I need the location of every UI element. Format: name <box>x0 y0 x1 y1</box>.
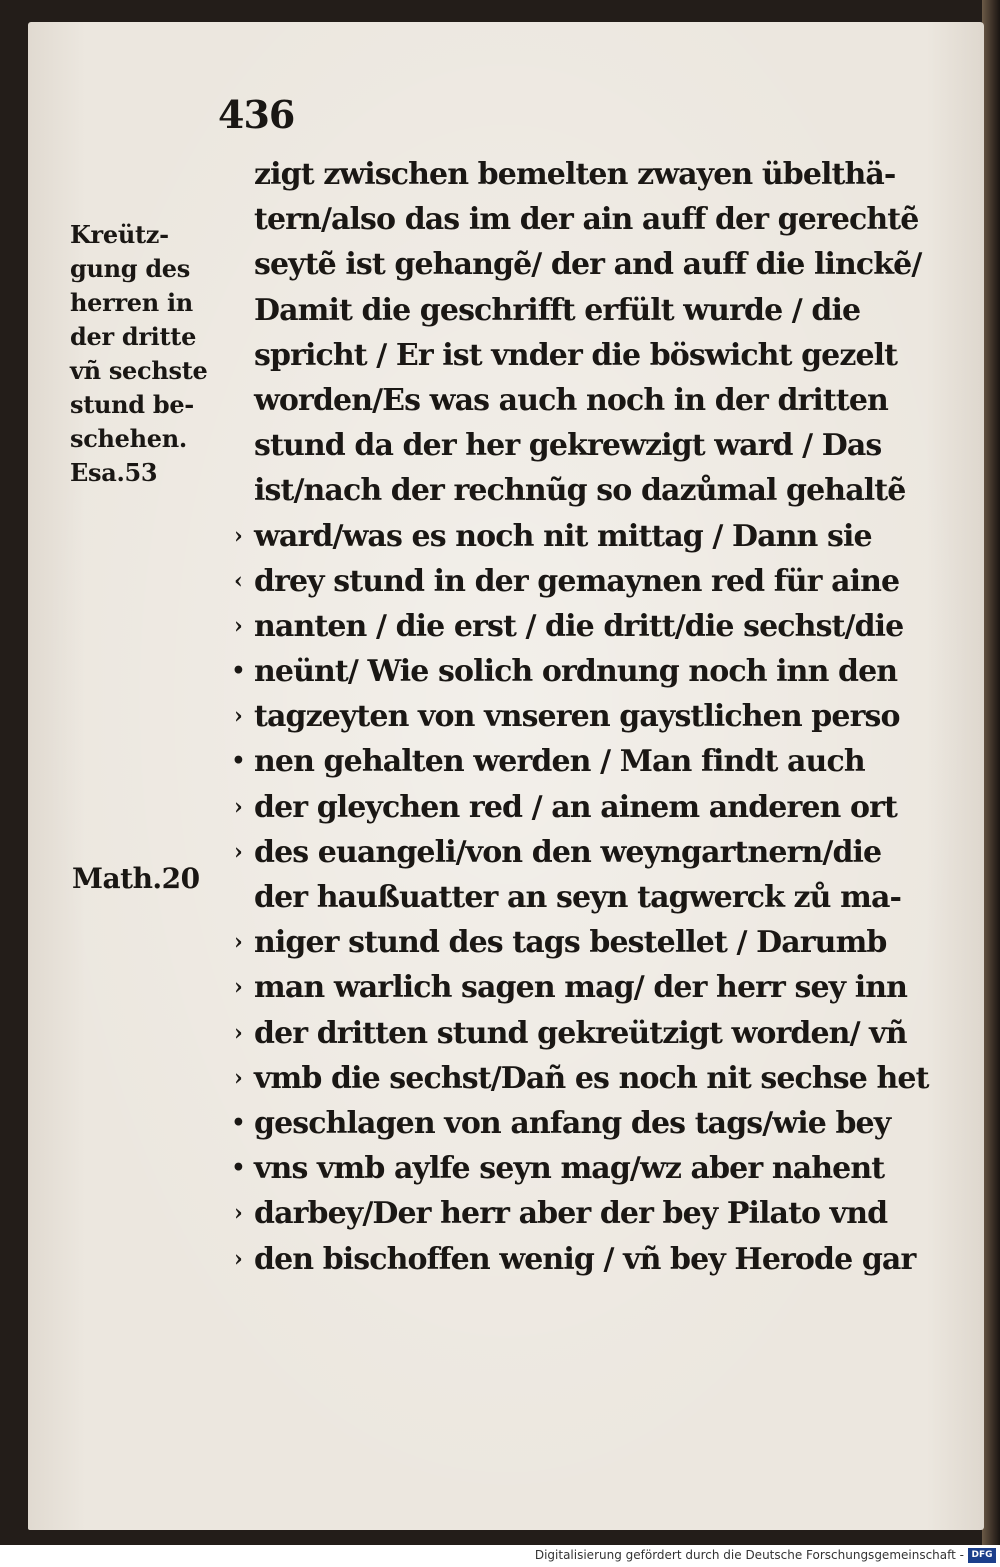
line-text: niger stund des tags bestellet / Darumb <box>254 925 887 961</box>
text-line <box>226 920 956 965</box>
text-line <box>226 333 956 378</box>
text-line <box>226 423 956 468</box>
line-text: man warlich sagen mag/ der herr sey inn <box>254 970 908 1006</box>
quotation-mark: • <box>231 1109 245 1136</box>
margin-line: gung des <box>70 254 190 283</box>
text-line <box>226 514 956 559</box>
text-line <box>226 242 956 287</box>
quotation-mark: › <box>234 1019 242 1046</box>
text-line <box>226 604 956 649</box>
line-text: seytẽ ist gehangẽ/ der and auff die linckẽ/ <box>254 247 922 283</box>
quotation-mark: › <box>234 793 242 820</box>
line-text: worden/Es was auch noch in der dritten <box>254 382 888 418</box>
text-line <box>226 468 956 513</box>
line-text: zigt zwischen bemelten zwayen übelthä- <box>254 157 896 192</box>
quotation-mark: › <box>234 1064 242 1091</box>
margin-note-reference: Math.20 <box>72 862 200 895</box>
text-line <box>226 378 956 423</box>
text-line <box>226 965 956 1010</box>
book-spine <box>982 0 1000 1545</box>
quotation-mark: › <box>234 1245 242 1272</box>
line-text: nanten / die erst / die dritt/die sechst/die <box>254 608 904 644</box>
line-text: drey stund in der gemaynen red für aine <box>254 563 900 599</box>
line-text: darbey/Der herr aber der bey Pilato vnd <box>254 1196 888 1232</box>
text-line <box>226 559 956 604</box>
text-line <box>226 875 956 920</box>
line-text: stund da der her gekrewzigt ward / Das <box>254 428 882 464</box>
line-text: nen gehalten werden / Man findt auch <box>254 744 865 780</box>
text-line <box>226 1101 956 1146</box>
line-text: des euangeli/von den weyngartnern/die <box>254 834 882 870</box>
quotation-mark: › <box>234 929 242 956</box>
line-text: der haußuatter an seyn tagwerck zů ma- <box>254 880 902 915</box>
margin-line: Kreütz- <box>70 220 169 249</box>
quotation-mark: • <box>231 658 245 685</box>
margin-line: stund be- <box>70 390 194 419</box>
line-text: Damit die geschrifft erfült wurde / die <box>254 292 861 328</box>
quotation-mark: › <box>234 612 242 639</box>
text-line <box>226 197 956 242</box>
text-line <box>226 288 956 333</box>
line-text: den bischoffen wenig / vñ bey Herode gar <box>254 1241 916 1277</box>
text-line <box>226 694 956 739</box>
text-line <box>226 1011 956 1056</box>
quotation-mark: ‹ <box>234 567 242 594</box>
text-line <box>226 1146 956 1191</box>
line-text: ist/nach der rechnũg so dazůmal gehaltẽ <box>254 473 906 509</box>
text-line <box>226 152 956 197</box>
line-text: spricht / Er ist vnder die böswicht gezelt <box>254 337 898 373</box>
text-line <box>226 830 956 875</box>
line-text: neünt/ Wie solich ordnung noch inn den <box>254 654 898 690</box>
margin-line: vñ sechste <box>70 356 208 385</box>
text-line <box>226 1056 956 1101</box>
footer-credit: Digitalisierung gefördert durch die Deutsche Forschungsgemeinschaft - <box>534 1548 964 1562</box>
quotation-mark: › <box>234 1200 242 1227</box>
text-line <box>226 1191 956 1236</box>
margin-notes <box>70 218 220 490</box>
text-line <box>226 739 956 784</box>
line-text: der gleychen red / an ainem anderen ort <box>254 789 897 825</box>
margin-note-crucifixion <box>70 218 220 490</box>
dfg-logo: DFG <box>968 1548 996 1563</box>
line-text: der dritten stund gekreützigt worden/ vñ <box>254 1015 907 1051</box>
text-line <box>226 1237 956 1282</box>
digitization-footer <box>0 1545 1000 1567</box>
body-text <box>226 152 956 1282</box>
quotation-mark: › <box>234 522 242 549</box>
margin-line: Esa.53 <box>70 458 158 487</box>
line-text: geschlagen von anfang des tags/wie bey <box>254 1105 891 1141</box>
margin-line: schehen. <box>70 424 187 453</box>
quotation-mark: • <box>231 1155 245 1182</box>
line-text: ward/was es noch nit mittag / Dann sie <box>254 518 872 554</box>
line-text: tern/also das im der ain auff der gerechtẽ <box>254 202 919 238</box>
quotation-mark: › <box>234 974 242 1001</box>
margin-line: herren in <box>70 288 193 317</box>
quotation-mark: › <box>234 838 242 865</box>
margin-line: der dritte <box>70 322 197 351</box>
text-line <box>226 785 956 830</box>
line-text: tagzeyten von vnseren gaystlichen perso <box>254 699 900 735</box>
text-line <box>226 649 956 694</box>
quotation-mark: › <box>234 703 242 730</box>
quotation-mark: • <box>231 748 245 775</box>
line-text: vns vmb aylfe seyn mag/wz aber nahent <box>254 1151 885 1187</box>
page-number: 436 <box>218 92 295 137</box>
line-text: vmb die sechst/Dañ es noch nit sechse het <box>254 1060 929 1096</box>
